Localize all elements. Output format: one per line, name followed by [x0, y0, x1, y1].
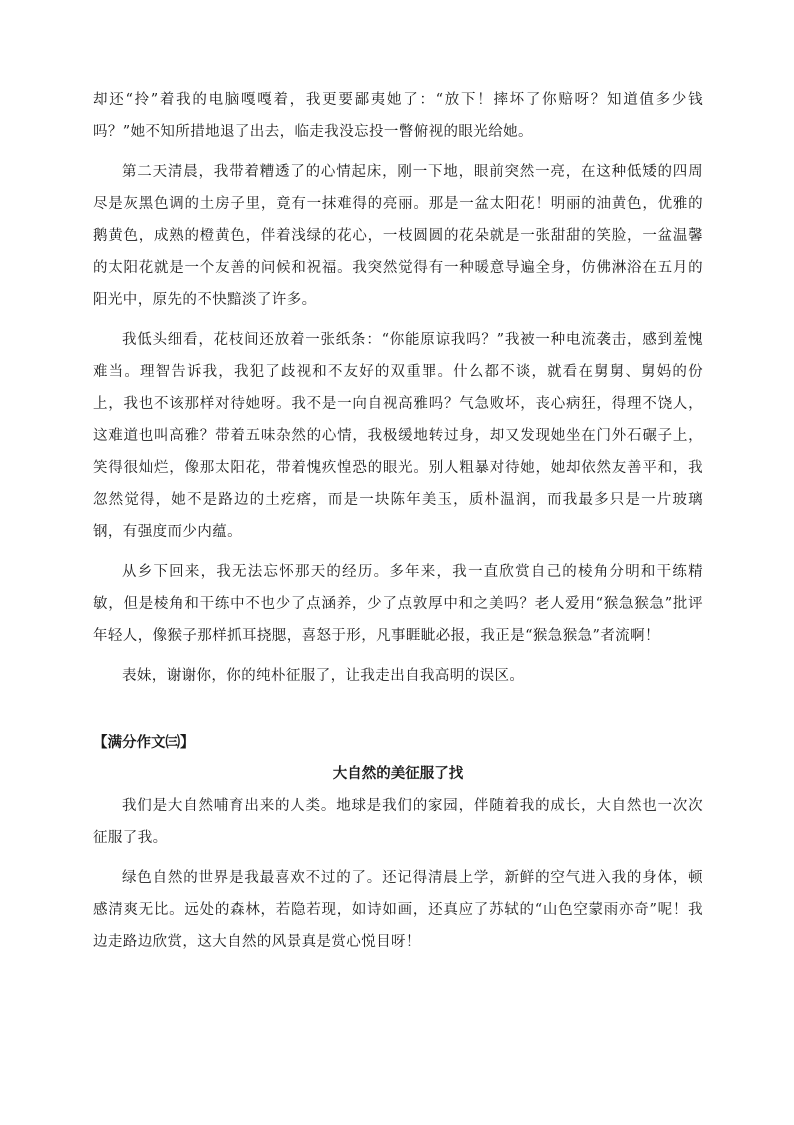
paragraph: 我们是大自然哺育出来的人类。地球是我们的家园，伴随着我的成长，大自然也一次次征服了我。 [93, 798, 703, 846]
paragraph: 绿色自然的世界是我最喜欢不过的了。还记得清晨上学，新鲜的空气进入我的身体，顿感清爽无比。远处的森林，若隐若现，如诗如画，还真应了苏轼的“山色空蒙雨亦奇”呢！我边走路边欣赏，这大自然的风景真是赏心悦目呀！ [93, 870, 703, 950]
paragraph: 第二天清晨，我带着糟透了的心情起床，刚一下地，眼前突然一亮，在这种低矮的四周尽是灰黑色调的土房子里，竟有一抹难得的亮丽。那是一盆太阳花！明丽的油黄色，优雅的鹅黄色，成熟的橙黄色，伴着浅绿的花心，一枝圆圆的花朵就是一张甜甜的笑脸，一盆温馨的太阳花就是一个友善的问候和祝福。我突然觉得有一种暖意导遍全身，仿佛淋浴在五月的阳光中，原先的不快黯淡了许多。 [93, 164, 703, 308]
essay-title: 大自然的美征服了找 [332, 766, 464, 782]
paragraph: 表妹，谢谢你，你的纯朴征服了，让我走出自我高明的误区。 [122, 668, 525, 684]
section-heading: 【满分作文㈢】 [93, 735, 195, 751]
paragraph: 从乡下回来，我无法忘怀那天的经历。多年来，我一直欣赏自己的棱角分明和干练精敏，但是棱角和干练中不也少了点涵养，少了点敦厚中和之美吗？老人爱用“猴急猴急”批评年轻人，像猴子那样抓耳挠腮，喜怒于形，凡事睚眦必报，我正是“猴急猴急”者流啊！ [93, 564, 703, 644]
paragraph: 我低头细看，花枝间还放着一张纸条：“你能原谅我吗？”我被一种电流袭击，感到羞愧难当。理智告诉我，我犯了歧视和不友好的双重罪。什么都不谈，就看在舅舅、舅妈的份上，我也不该那样对待她呀。我不是一向自视高雅吗？气急败坏，丧心病狂，得理不饶人，这难道也叫高雅？带着五味杂然的心情，我极缓地转过身，却又发现她坐在门外石碾子上，笑得很灿烂，像那太阳花，带着愧疚惶恐的眼光。别人粗暴对待她，她却依然友善平和，我忽然觉得，她不是路边的土疙瘩，而是一块陈年美玉，质朴温润，而我最多只是一片玻璃钢，有强度而少内蕴。 [93, 332, 703, 540]
document-body [93, 84, 703, 966]
paragraph: 却还“拎”着我的电脑嘎嘎着，我更要鄙夷她了：“放下！摔坏了你赔呀？知道值多少钱吗？”她不知所措地退了出去，临走我没忘投一瞥俯视的眼光给她。 [93, 92, 703, 140]
